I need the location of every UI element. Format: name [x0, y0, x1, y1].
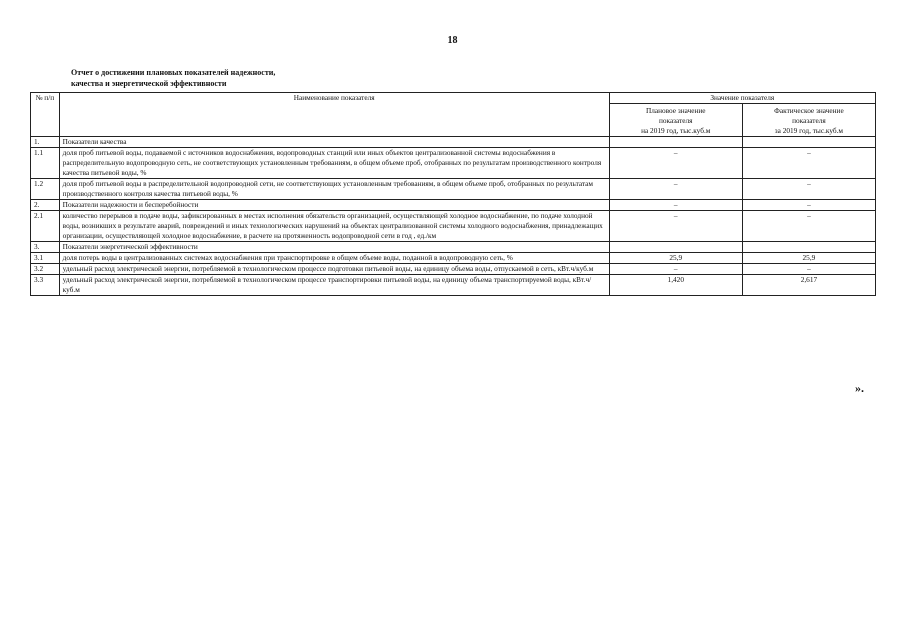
row-plan-value: [609, 137, 742, 148]
plan-header-line-1: Плановое значение: [645, 106, 706, 115]
row-number: 3.3: [31, 275, 60, 296]
table-row: [31, 137, 876, 148]
row-indicator-name: удельный расход электрической энергии, потребляемой в технологическом процессе транспортировки питьевой воды, на единицу объема транспортируемой воды, кВт.ч/куб.м: [59, 275, 609, 296]
header-fact-value: [742, 104, 875, 137]
table-row: [31, 211, 876, 242]
fact-header-line-1: Фактическое значение: [774, 106, 844, 115]
row-plan-value: –: [609, 200, 742, 211]
indicators-table: [30, 92, 876, 296]
row-indicator-name: доля потерь воды в централизованных системах водоснабжения при транспортировке в общем объеме воды, поданной в водопроводную сеть, %: [59, 253, 609, 264]
row-number: 2.1: [31, 211, 60, 242]
row-indicator-name: Показатели надежности и бесперебойности: [59, 200, 609, 211]
row-number: 3.1: [31, 253, 60, 264]
row-number: 2.: [31, 200, 60, 211]
row-indicator-name: количество перерывов в подаче воды, зафиксированных в местах исполнения обязательств организацией, осуществляющей холодное водоснабжение, по подаче холодной воды, возникших в результате аварий, повреждений и иных технологических нарушений на объектах централизованной системы холодного водоснабжения, принадлежащих организации, осуществляющей холодное водоснабжение, в расчете на протяженность водопроводной сети в год , ед./км: [59, 211, 609, 242]
title-line-1: Отчет о достижении плановых показателей надежности,: [71, 68, 276, 77]
row-number: 1.1: [31, 148, 60, 179]
header-indicator-value: Значение показателя: [609, 93, 875, 104]
header-indicator-name: Наименование показателя: [59, 93, 609, 137]
plan-header-line-3: на 2019 год, тыс.куб.м: [641, 126, 711, 135]
row-fact-value: –: [742, 148, 875, 179]
header-plan-value: [609, 104, 742, 137]
row-number: 1.2: [31, 179, 60, 200]
row-indicator-name: Показатели качества: [59, 137, 609, 148]
row-plan-value: 1,420: [609, 275, 742, 296]
row-plan-value: –: [609, 148, 742, 179]
table-header-row: [31, 93, 876, 104]
row-fact-value: –: [742, 211, 875, 242]
page-number: 18: [447, 35, 458, 46]
fact-header-line-3: за 2019 год, тыс.куб.м: [774, 126, 844, 135]
row-number: 3.2: [31, 264, 60, 275]
row-fact-value: 25,9: [742, 253, 875, 264]
row-indicator-name: удельный расход электрической энергии, потребляемой в технологическом процессе подготовки питьевой воды, на единицу объема воды, отпускаемой в сеть, кВт.ч/куб.м: [59, 264, 609, 275]
row-plan-value: 25,9: [609, 253, 742, 264]
row-fact-value: [742, 242, 875, 253]
plan-header-line-2: показателя: [658, 116, 693, 125]
row-plan-value: –: [609, 211, 742, 242]
row-indicator-name: доля проб питьевой воды в распределительной водопроводной сети, не соответствующих установленным требованиям, в общем объеме проб, отобранных по результатам производственного контроля качества питьевой воды, %: [59, 179, 609, 200]
row-indicator-name: Показатели энергетической эффективности: [59, 242, 609, 253]
table-row: [31, 275, 876, 296]
row-plan-value: [609, 242, 742, 253]
table-row: [31, 179, 876, 200]
row-plan-value: –: [609, 264, 742, 275]
row-fact-value: 2,617: [742, 275, 875, 296]
table-row: [31, 242, 876, 253]
table-row: [31, 253, 876, 264]
table-row: [31, 148, 876, 179]
closing-quote-mark: ».: [855, 381, 864, 395]
row-fact-value: –: [742, 179, 875, 200]
row-number: 3.: [31, 242, 60, 253]
row-fact-value: –: [742, 200, 875, 211]
row-indicator-name: доля проб питьевой воды, подаваемой с источников водоснабжения, водопроводных станций или иных объектов централизованной системы водоснабжения в распределительную водопроводную сеть, не соответствующих установленным требованиям, в общем объеме проб, отобранных по результатам производственного контроля качества питьевой воды, %: [59, 148, 609, 179]
row-plan-value: –: [609, 179, 742, 200]
row-fact-value: [742, 137, 875, 148]
header-number: № п/п: [31, 93, 60, 137]
document-title: [71, 67, 275, 89]
table-row: [31, 264, 876, 275]
row-fact-value: –: [742, 264, 875, 275]
row-number: 1.: [31, 137, 60, 148]
title-line-2: качества и энергетической эффективности: [71, 79, 227, 88]
table-row: [31, 200, 876, 211]
fact-header-line-2: показателя: [792, 116, 826, 125]
